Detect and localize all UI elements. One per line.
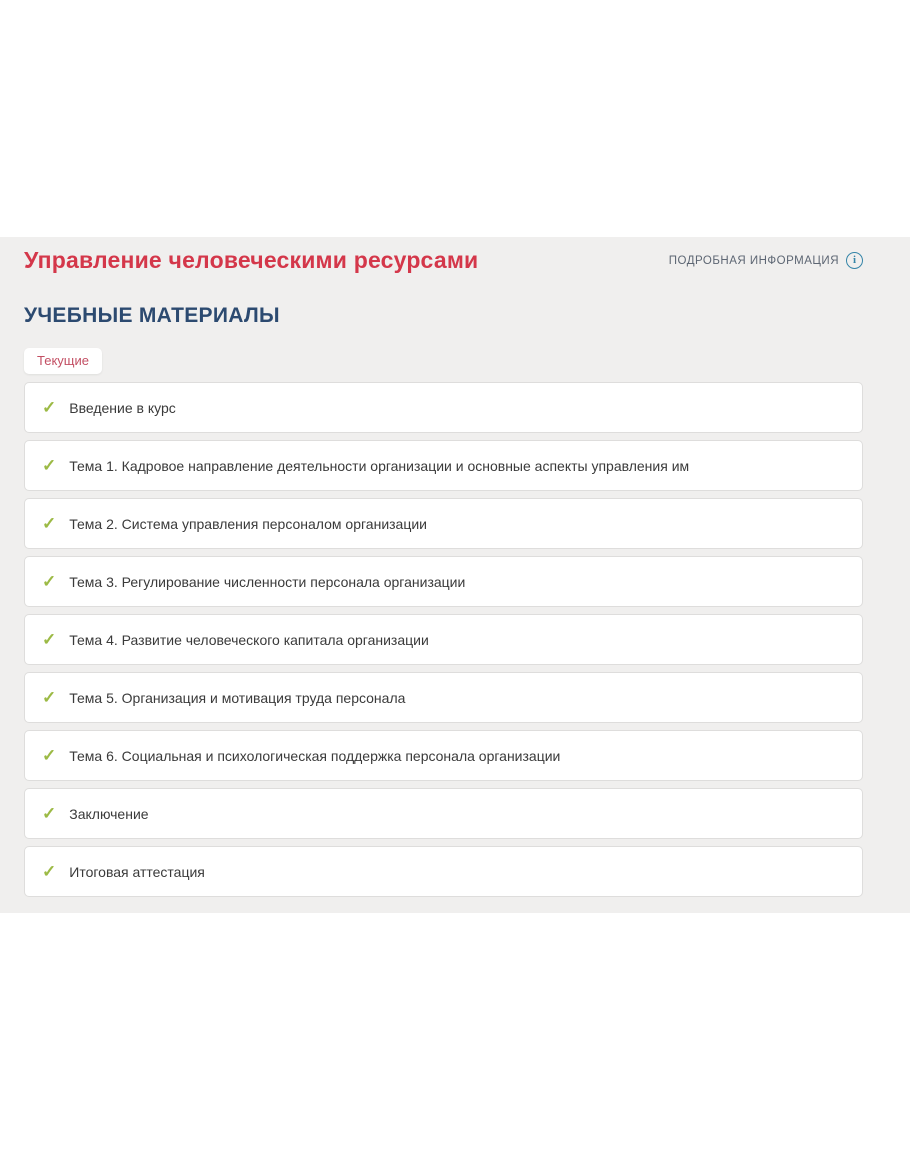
check-icon: ✓ <box>42 629 57 649</box>
check-icon: ✓ <box>42 571 57 591</box>
check-icon: ✓ <box>42 513 57 533</box>
material-item-label: Итоговая аттестация <box>69 863 205 880</box>
material-item-label: Тема 3. Регулирование численности персонала организации <box>69 573 466 590</box>
material-item[interactable] <box>24 556 863 607</box>
check-icon: ✓ <box>42 803 57 823</box>
details-link[interactable] <box>669 252 863 269</box>
material-item-label: Тема 2. Система управления персоналом организации <box>69 515 428 532</box>
course-materials-panel <box>0 237 910 913</box>
material-item-label: Тема 6. Социальная и психологическая поддержка персонала организации <box>69 747 561 764</box>
material-item[interactable] <box>24 846 863 897</box>
details-link-label: ПОДРОБНАЯ ИНФОРМАЦИЯ <box>668 254 839 267</box>
materials-list <box>24 382 863 897</box>
material-item[interactable] <box>24 730 863 781</box>
material-item[interactable] <box>24 382 863 433</box>
section-title: УЧЕБНЫЕ МАТЕРИАЛЫ <box>24 304 280 327</box>
check-icon: ✓ <box>42 861 57 881</box>
material-item-label: Тема 5. Организация и мотивация труда персонала <box>69 689 406 706</box>
check-icon: ✓ <box>42 745 57 765</box>
check-icon: ✓ <box>42 687 57 707</box>
tab-current[interactable]: Текущие <box>24 348 102 374</box>
course-title: Управление человеческими ресурсами <box>24 247 479 273</box>
info-icon[interactable]: i <box>846 252 863 269</box>
material-item[interactable] <box>24 614 863 665</box>
panel-header <box>24 247 863 274</box>
material-item-label: Тема 1. Кадровое направление деятельности организации и основные аспекты управления им <box>69 457 690 474</box>
material-item[interactable] <box>24 672 863 723</box>
material-item[interactable] <box>24 788 863 839</box>
material-item-label: Заключение <box>69 805 149 822</box>
material-item[interactable] <box>24 498 863 549</box>
check-icon: ✓ <box>42 455 57 475</box>
material-item-label: Тема 4. Развитие человеческого капитала организации <box>69 631 429 648</box>
material-item-label: Введение в курс <box>69 399 176 416</box>
material-item[interactable] <box>24 440 863 491</box>
check-icon: ✓ <box>42 397 57 417</box>
